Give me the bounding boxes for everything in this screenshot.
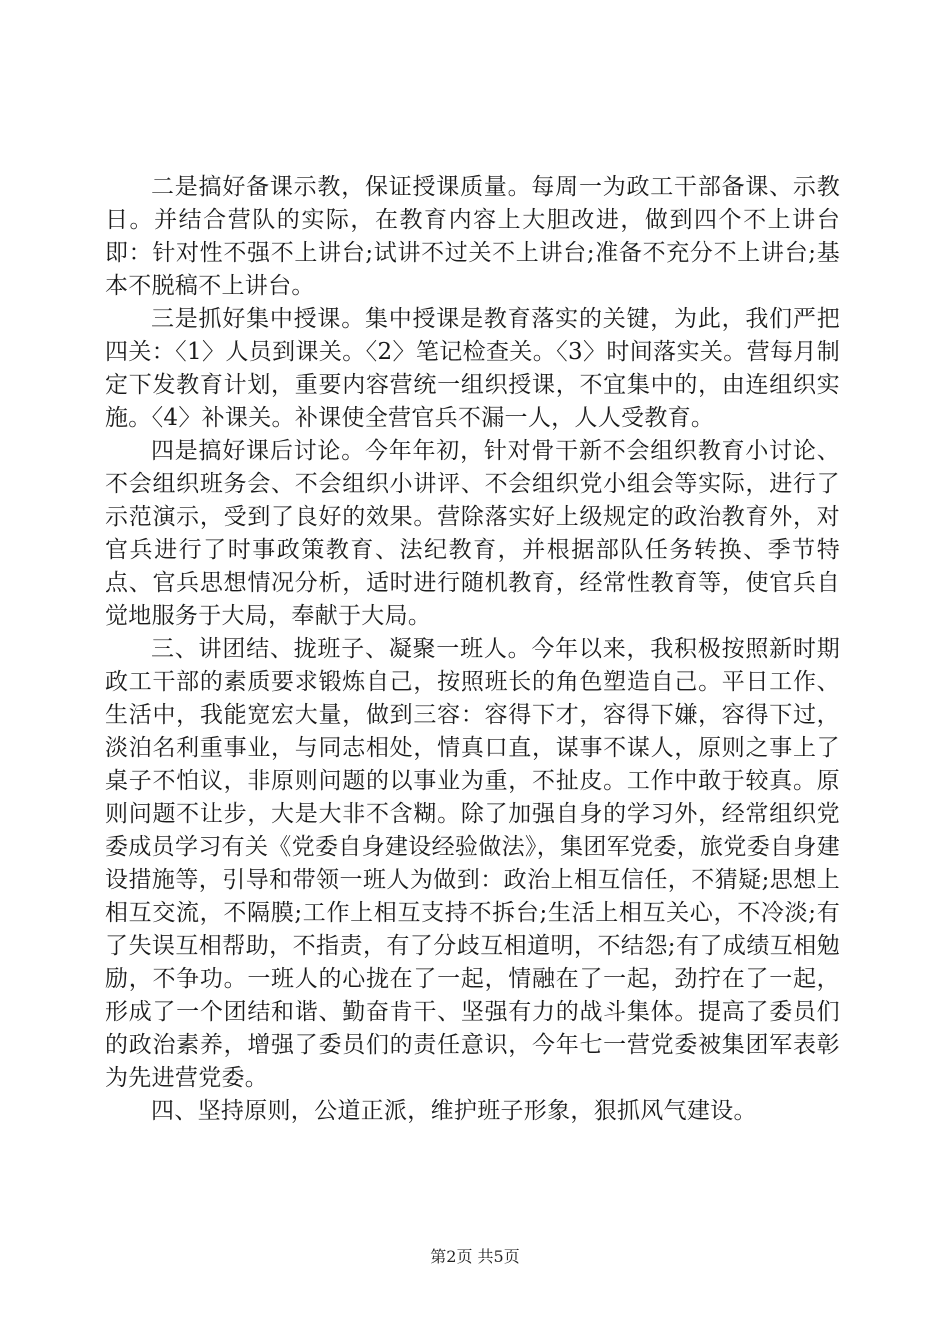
paragraph-centralized-teaching: 三是抓好集中授课。集中授课是教育落实的关键，为此，我们严把四关：〈1〉人员到课关。〈2〉笔记检查关。〈3〉时间落实关。营每月制定下发教育计划，重要内容营统一组织授课，不宜集中的，由连组织实施。〈4〉补课关。补课使全营官兵不漏一人，人人受教育。: [105, 306, 840, 431]
document-body: [105, 171, 840, 1128]
paragraph-unity: 三、讲团结、拢班子、凝聚一班人。今年以来，我积极按照新时期政工干部的素质要求锻炼自己，按照班长的角色塑造自己。平日工作、生活中，我能宽宏大量，做到三容：容得下才，容得下嫌，容得下过，淡泊名利重事业，与同志相处，情真口直，谋事不谋人，原则之事上了桌子不怕议，非原则问题的以事业为重，不扯皮。工作中敢于较真。原则问题不让步，大是大非不含糊。除了加强自身的学习外，经常组织党委成员学习有关《党委自身建设经验做法》，集团军党委，旅党委自身建设措施等，引导和带领一班人为做到：政治上相互信任，不猜疑;思想上相互交流，不隔膜;工作上相互支持不拆台;生活上相互关心，不冷淡;有了失误互相帮助，不指责，有了分歧互相道明，不结怨;有了成绩互相勉励，不争功。一班人的心拢在了一起，情融在了一起，劲拧在了一起，形成了一个团结和谐、勤奋肯干、坚强有力的战斗集体。提高了委员们的政治素养，增强了委员们的责任意识，今年七一营党委被集团军表彰为先进营党委。: [105, 636, 840, 1091]
paragraph-discussion: 四是搞好课后讨论。今年年初，针对骨干新不会组织教育小讨论、不会组织班务会、不会组织小讲评、不会组织党小组会等实际，进行了示范演示，受到了良好的效果。营除落实好上级规定的政治教育外，对官兵进行了时事政策教育、法纪教育，并根据部队任务转换、季节特点、官兵思想情况分析，适时进行随机教育，经常性教育等，使官兵自觉地服务于大局，奉献于大局。: [105, 438, 840, 629]
page-number-footer: 第2页 共5页: [430, 1247, 520, 1266]
paragraph-principles: 四、坚持原则，公道正派，维护班子形象，狠抓风气建设。: [151, 1098, 757, 1124]
paragraph-preparation: 二是搞好备课示教，保证授课质量。每周一为政工干部备课、示教日。并结合营队的实际，在教育内容上大胆改进，做到四个不上讲台即：针对性不强不上讲台;试讲不过关不上讲台;准备不充分不上讲台;基本不脱稿不上讲台。: [105, 174, 840, 299]
